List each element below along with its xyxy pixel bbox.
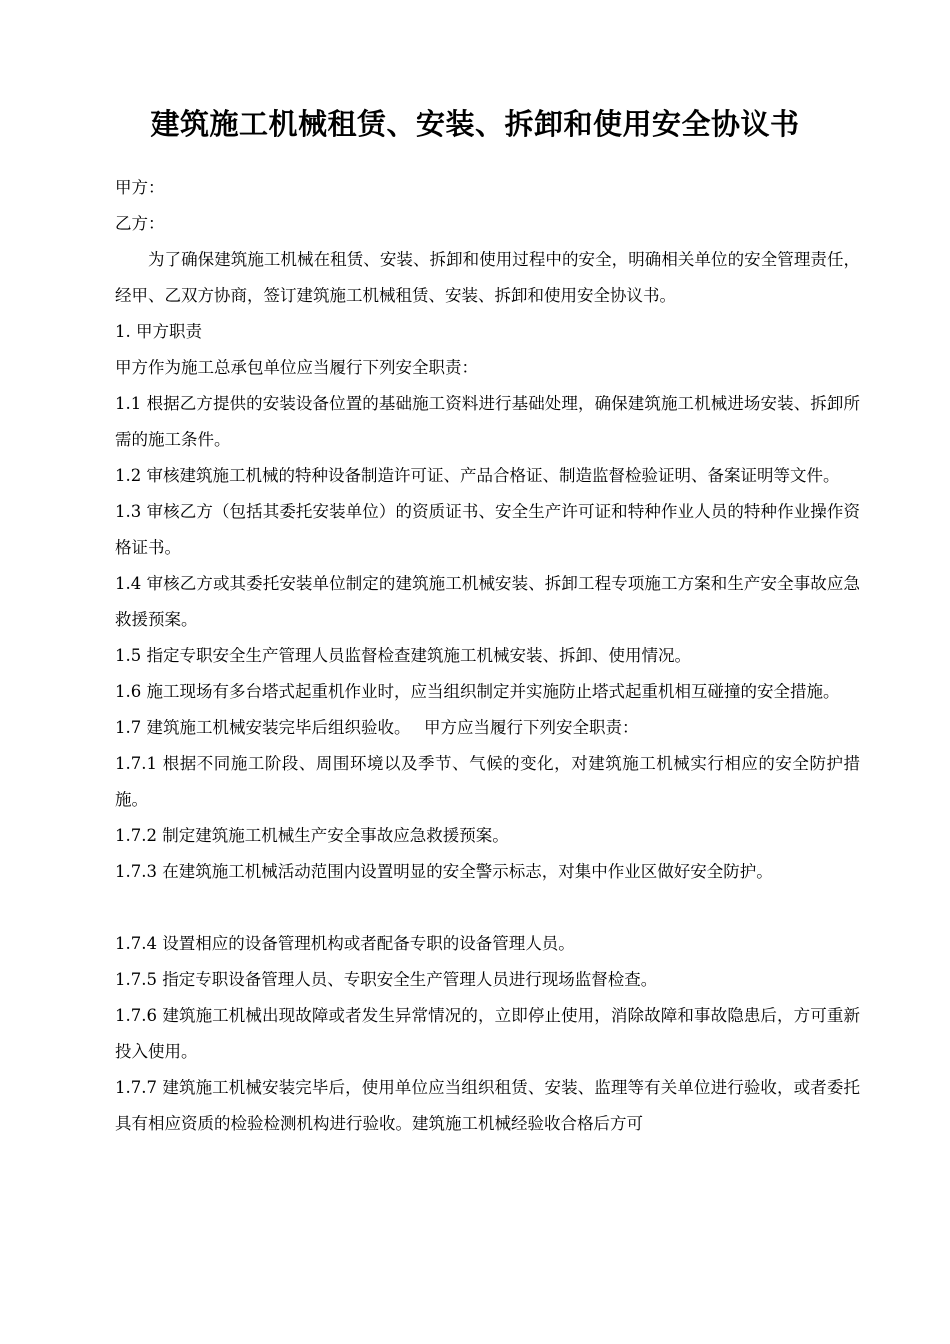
clause-1-4: 1.4 审核乙方或其委托安装单位制定的建筑施工机械安装、拆卸工程专项施工方案和生产安全事故应急救援预案。: [115, 574, 860, 629]
clause-1-5: 1.5 指定专职安全生产管理人员监督检查建筑施工机械安装、拆卸、使用情况。: [115, 646, 691, 665]
party-a-label: 甲方：: [115, 178, 165, 197]
blank-line: [115, 890, 860, 926]
clause-1-1: 1.1 根据乙方提供的安装设备位置的基础施工资料进行基础处理，确保建筑施工机械进场安装、拆卸所需的施工条件。: [115, 394, 860, 449]
clause-1-7-4: 1.7.4 设置相应的设备管理机构或者配备专职的设备管理人员。: [115, 934, 575, 953]
section-heading: 1. 甲方职责: [115, 322, 202, 341]
intro-paragraph: 为了确保建筑施工机械在租赁、安装、拆卸和使用过程中的安全，明确相关单位的安全管理责任，经甲、乙双方协商，签订建筑施工机械租赁、安装、拆卸和使用安全协议书。: [115, 250, 860, 305]
clause-1-7-7: 1.7.7 建筑施工机械安装完毕后，使用单位应当组织租赁、安装、监理等有关单位进行验收，或者委托具有相应资质的检验检测机构进行验收。建筑施工机械经验收合格后方可: [115, 1078, 860, 1133]
clause-1-7: 1.7 建筑施工机械安装完毕后组织验收。 甲方应当履行下列安全职责：: [115, 718, 639, 737]
clause-1-3: 1.3 审核乙方（包括其委托安装单位）的资质证书、安全生产许可证和特种作业人员的特种作业操作资格证书。: [115, 502, 860, 557]
clause-1-7-1: 1.7.1 根据不同施工阶段、周围环境以及季节、气候的变化，对建筑施工机械实行相应的安全防护措施。: [115, 754, 860, 809]
clause-1-2: 1.2 审核建筑施工机械的特种设备制造许可证、产品合格证、制造监督检验证明、备案证明等文件。: [115, 466, 840, 485]
clause-1-7-5: 1.7.5 指定专职设备管理人员、专职安全生产管理人员进行现场监督检查。: [115, 970, 658, 989]
clause-1-7-2: 1.7.2 制定建筑施工机械生产安全事故应急救援预案。: [115, 826, 509, 845]
document-body: [115, 170, 860, 1142]
clause-1-7-3: 1.7.3 在建筑施工机械活动范围内设置明显的安全警示标志，对集中作业区做好安全防护。: [115, 862, 773, 881]
section-lead: 甲方作为施工总承包单位应当履行下列安全职责：: [115, 358, 478, 377]
clause-1-6: 1.6 施工现场有多台塔式起重机作业时，应当组织制定并实施防止塔式起重机相互碰撞的安全措施。: [115, 682, 840, 701]
clause-1-7-6: 1.7.6 建筑施工机械出现故障或者发生异常情况的，立即停止使用，消除故障和事故隐患后，方可重新投入使用。: [115, 1006, 860, 1061]
document-title: 建筑施工机械租赁、安装、拆卸和使用安全协议书: [150, 107, 800, 141]
party-b-label: 乙方：: [115, 214, 165, 233]
